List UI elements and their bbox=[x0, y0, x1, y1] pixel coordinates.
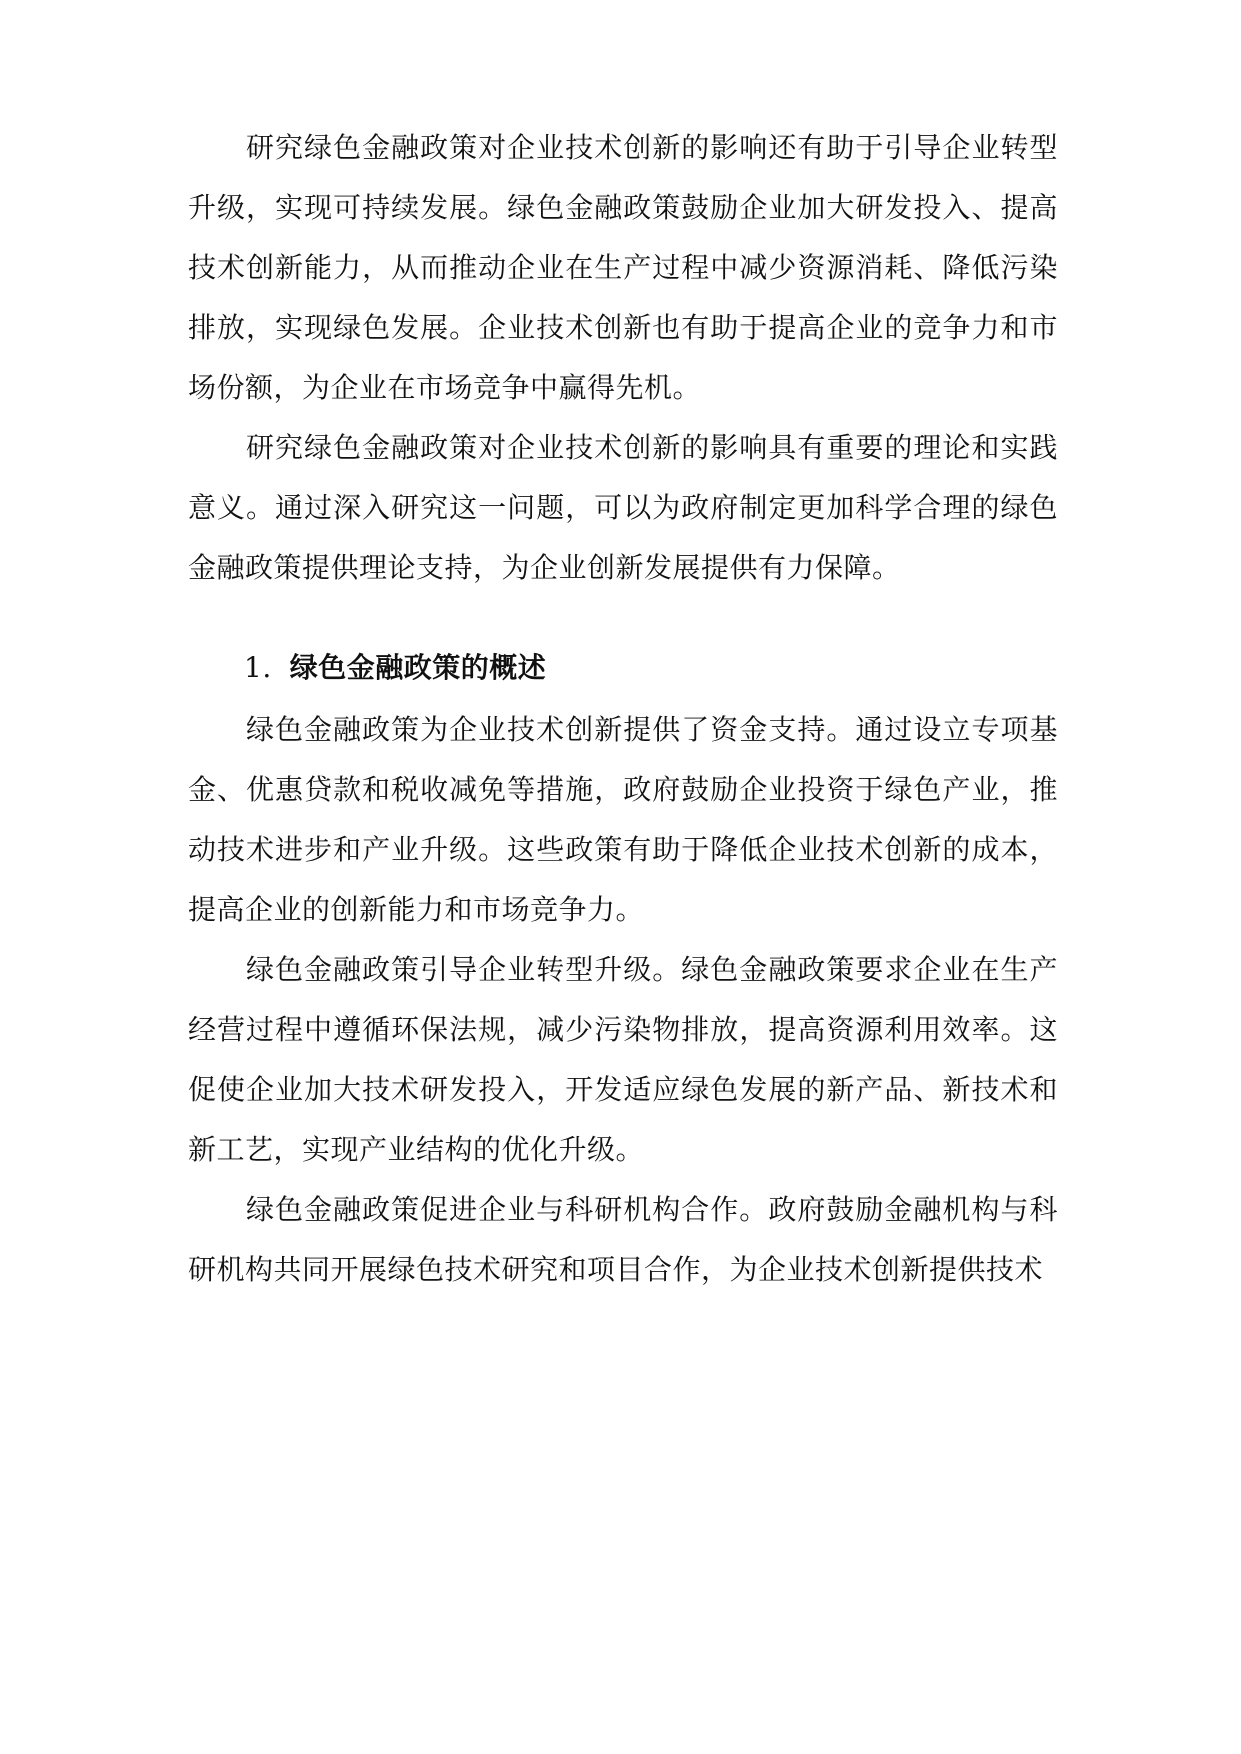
body-paragraph: 绿色金融政策为企业技术创新提供了资金支持。通过设立专项基金、优惠贷款和税收减免等措施，政府鼓励企业投资于绿色产业，推动技术进步和产业升级。这些政策有助于降低企业技术创新的成本，提高企业的创新能力和市场竞争力。 bbox=[188, 713, 1058, 926]
body-paragraph: 绿色金融政策促进企业与科研机构合作。政府鼓励金融机构与科研机构共同开展绿色技术研究和项目合作，为企业技术创新提供技术 bbox=[188, 1193, 1058, 1286]
section-number: 1. bbox=[244, 651, 272, 684]
body-paragraph: 绿色金融政策引导企业转型升级。绿色金融政策要求企业在生产经营过程中遵循环保法规，减少污染物排放，提高资源利用效率。这促使企业加大技术研发投入，开发适应绿色发展的新产品、新技术和新工艺，实现产业结构的优化升级。 bbox=[188, 953, 1058, 1166]
section-heading bbox=[188, 638, 1058, 698]
body-paragraph: 研究绿色金融政策对企业技术创新的影响具有重要的理论和实践意义。通过深入研究这一问题，可以为政府制定更加科学合理的绿色金融政策提供理论支持，为企业创新发展提供有力保障。 bbox=[188, 431, 1058, 584]
document-page bbox=[188, 118, 1058, 1300]
section-title: 绿色金融政策的概述 bbox=[289, 651, 547, 684]
body-paragraph: 研究绿色金融政策对企业技术创新的影响还有助于引导企业转型升级，实现可持续发展。绿色金融政策鼓励企业加大研发投入、提高技术创新能力，从而推动企业在生产过程中减少资源消耗、降低污染排放，实现绿色发展。企业技术创新也有助于提高企业的竞争力和市场份额，为企业在市场竞争中赢得先机。 bbox=[188, 131, 1058, 404]
